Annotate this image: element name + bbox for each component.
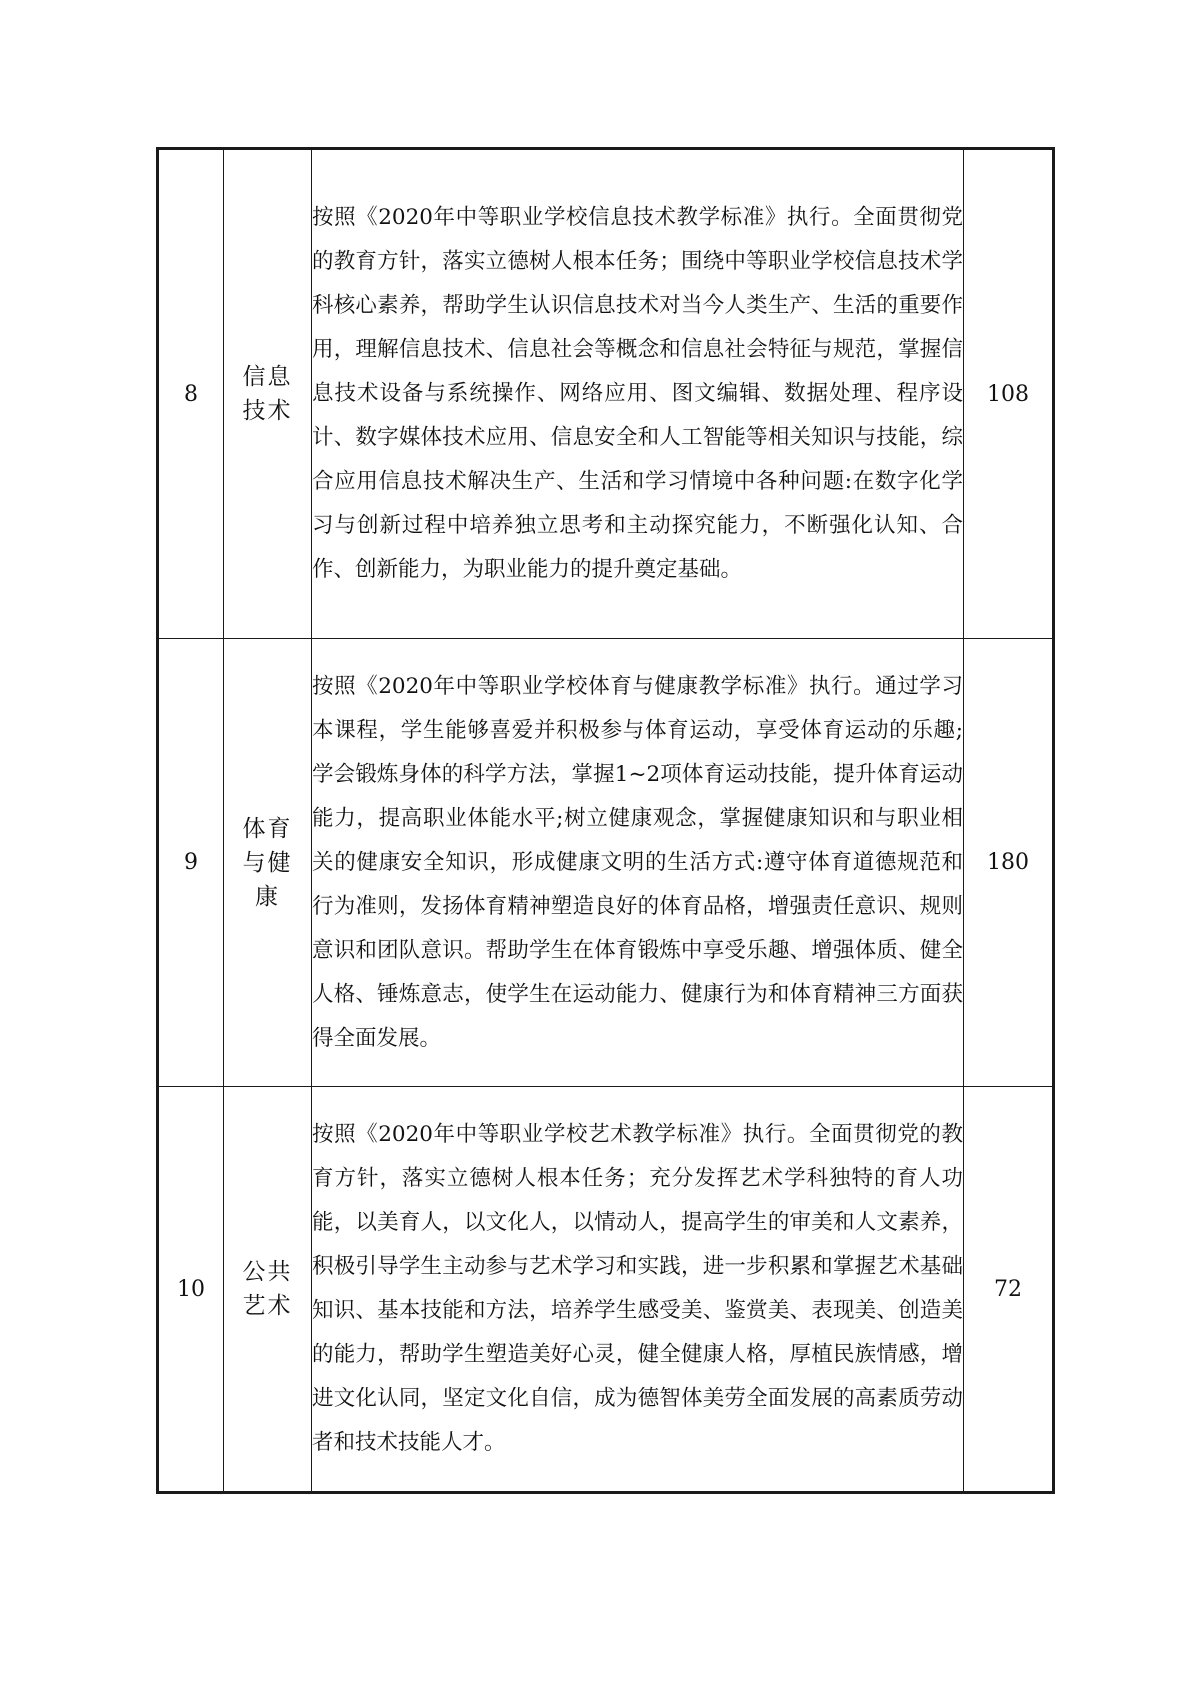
course-hours: 180 [964, 639, 1054, 1087]
course-hours: 108 [964, 149, 1054, 639]
course-table [156, 147, 1055, 1494]
table-row [158, 1087, 1054, 1493]
course-name-cell [224, 639, 312, 1087]
course-description: 按照《2020年中等职业学校体育与健康教学标准》执行。通过学习本课程，学生能够喜爱并积极参与体育运动，享受体育运动的乐趣;学会锻炼身体的科学方法，掌握1~2项体育运动技能，提升体育运动能力，提高职业体能水平;树立健康观念，掌握健康知识和与职业相关的健康安全知识，形成健康文明的生活方式:遵守体育道德规范和行为准则，发扬体育精神塑造良好的体育品格，增强责任意识、规则意识和团队意识。帮助学生在体育锻炼中享受乐趣、增强体质、健全人格、锤炼意志，使学生在运动能力、健康行为和体育精神三方面获得全面发展。 [312, 639, 964, 1087]
table-row [158, 149, 1054, 639]
course-description: 按照《2020年中等职业学校信息技术教学标准》执行。全面贯彻党的教育方针，落实立德树人根本任务；围绕中等职业学校信息技术学科核心素养，帮助学生认识信息技术对当今人类生产、生活的重要作用，理解信息技术、信息社会等概念和信息社会特征与规范，掌握信息技术设备与系统操作、网络应用、图文编辑、数据处理、程序设计、数字媒体技术应用、信息安全和人工智能等相关知识与技能，综合应用信息技术解决生产、生活和学习情境中各种问题:在数字化学习与创新过程中培养独立思考和主动探究能力，不断强化认知、合作、创新能力，为职业能力的提升奠定基础。 [312, 149, 964, 639]
row-number: 10 [158, 1087, 224, 1493]
row-number: 9 [158, 639, 224, 1087]
row-number: 8 [158, 149, 224, 639]
course-name: 公共艺术 [242, 1259, 293, 1319]
course-name-cell [224, 1087, 312, 1493]
course-description: 按照《2020年中等职业学校艺术教学标准》执行。全面贯彻党的教育方针，落实立德树人根本任务；充分发挥艺术学科独特的育人功能，以美育人，以文化人，以情动人，提高学生的审美和人文素养，积极引导学生主动参与艺术学习和实践，进一步积累和掌握艺术基础知识、基本技能和方法，培养学生感受美、鉴赏美、表现美、创造美的能力，帮助学生塑造美好心灵，健全健康人格，厚植民族情感，增进文化认同，坚定文化自信，成为德智体美劳全面发展的高素质劳动者和技术技能人才。 [312, 1087, 964, 1493]
table-row [158, 639, 1054, 1087]
course-name-cell [224, 149, 312, 639]
course-hours: 72 [964, 1087, 1054, 1493]
course-name: 信息技术 [242, 364, 293, 424]
course-name: 体育与健康 [242, 815, 293, 910]
